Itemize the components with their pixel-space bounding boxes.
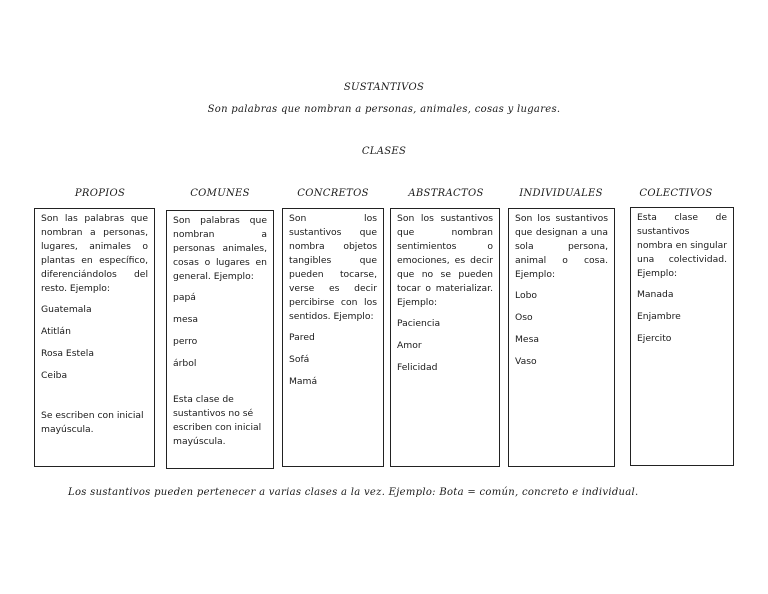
example-item: Lobo bbox=[515, 290, 538, 301]
example-item: árbol bbox=[173, 358, 197, 369]
example-item: perro bbox=[173, 336, 198, 347]
heading-individuales: INDIVIDUALES bbox=[519, 188, 603, 199]
example-item: Guatemala bbox=[41, 304, 92, 315]
example-item: Oso bbox=[515, 312, 533, 323]
example-item: Paciencia bbox=[397, 318, 441, 329]
example-item: Manada bbox=[637, 289, 674, 300]
box-comunes bbox=[166, 210, 274, 469]
definition-text: Son palabras que nombran a personas, animales, cosas y lugares. bbox=[207, 104, 561, 115]
example-item: Ejercito bbox=[637, 333, 672, 344]
example-item: papá bbox=[173, 292, 196, 303]
description: Son los sustantivos que nombra objetos tangibles que pueden tocarse, verse es decir percibirse con los sentidos. Ejemplo: bbox=[289, 213, 377, 322]
heading-propios: PROPIOS bbox=[74, 188, 126, 199]
example-item: Pared bbox=[289, 332, 315, 343]
box-individuales bbox=[508, 208, 615, 467]
description: Esta clase de sustantivos nombra en singular una colectividad. Ejemplo: bbox=[637, 212, 727, 279]
note-text: Se escriben con inicial mayúscula. bbox=[41, 410, 144, 435]
heading-colectivos: COLECTIVOS bbox=[639, 188, 713, 199]
example-item: Felicidad bbox=[397, 362, 438, 373]
section-title: CLASES bbox=[361, 146, 407, 157]
note-text: Esta clase de sustantivos no sé escriben con inicial mayúscula. bbox=[173, 394, 262, 447]
example-item: Amor bbox=[397, 340, 422, 351]
box-propios bbox=[34, 208, 155, 467]
box-abstractos bbox=[390, 208, 500, 467]
page-title: SUSTANTIVOS bbox=[343, 82, 425, 93]
example-item: Mamá bbox=[289, 376, 318, 387]
example-item: Mesa bbox=[515, 334, 539, 345]
example-item: Sofá bbox=[289, 354, 310, 365]
box-concretos bbox=[282, 208, 384, 467]
example-item: Enjambre bbox=[637, 311, 681, 322]
heading-abstractos: ABSTRACTOS bbox=[408, 188, 484, 199]
description: Son palabras que nombran a personas animales, cosas o lugares en general. Ejemplo: bbox=[173, 215, 267, 282]
box-colectivos bbox=[630, 207, 734, 466]
heading-comunes: COMUNES bbox=[190, 188, 250, 199]
description: Son los sustantivos que designan a una sola persona, animal o cosa. Ejemplo: bbox=[515, 213, 608, 280]
example-item: Atitlán bbox=[41, 326, 71, 337]
example-item: mesa bbox=[173, 314, 199, 325]
example-item: Ceiba bbox=[41, 370, 68, 381]
description: Son los sustantivos que nombran sentimientos o emociones, es decir que no se pueden tocar o materializar. Ejemplo: bbox=[397, 213, 493, 308]
example-item: Rosa Estela bbox=[41, 348, 94, 359]
example-item: Vaso bbox=[515, 356, 537, 367]
heading-concretos: CONCRETOS bbox=[297, 188, 369, 199]
footer-note: Los sustantivos pueden pertenecer a varias clases a la vez. Ejemplo: Bota = común, concreto e individual. bbox=[68, 487, 639, 498]
description: Son las palabras que nombran a personas, lugares, animales o plantas en específico, diferenciándolos del resto. Ejemplo: bbox=[41, 213, 148, 294]
